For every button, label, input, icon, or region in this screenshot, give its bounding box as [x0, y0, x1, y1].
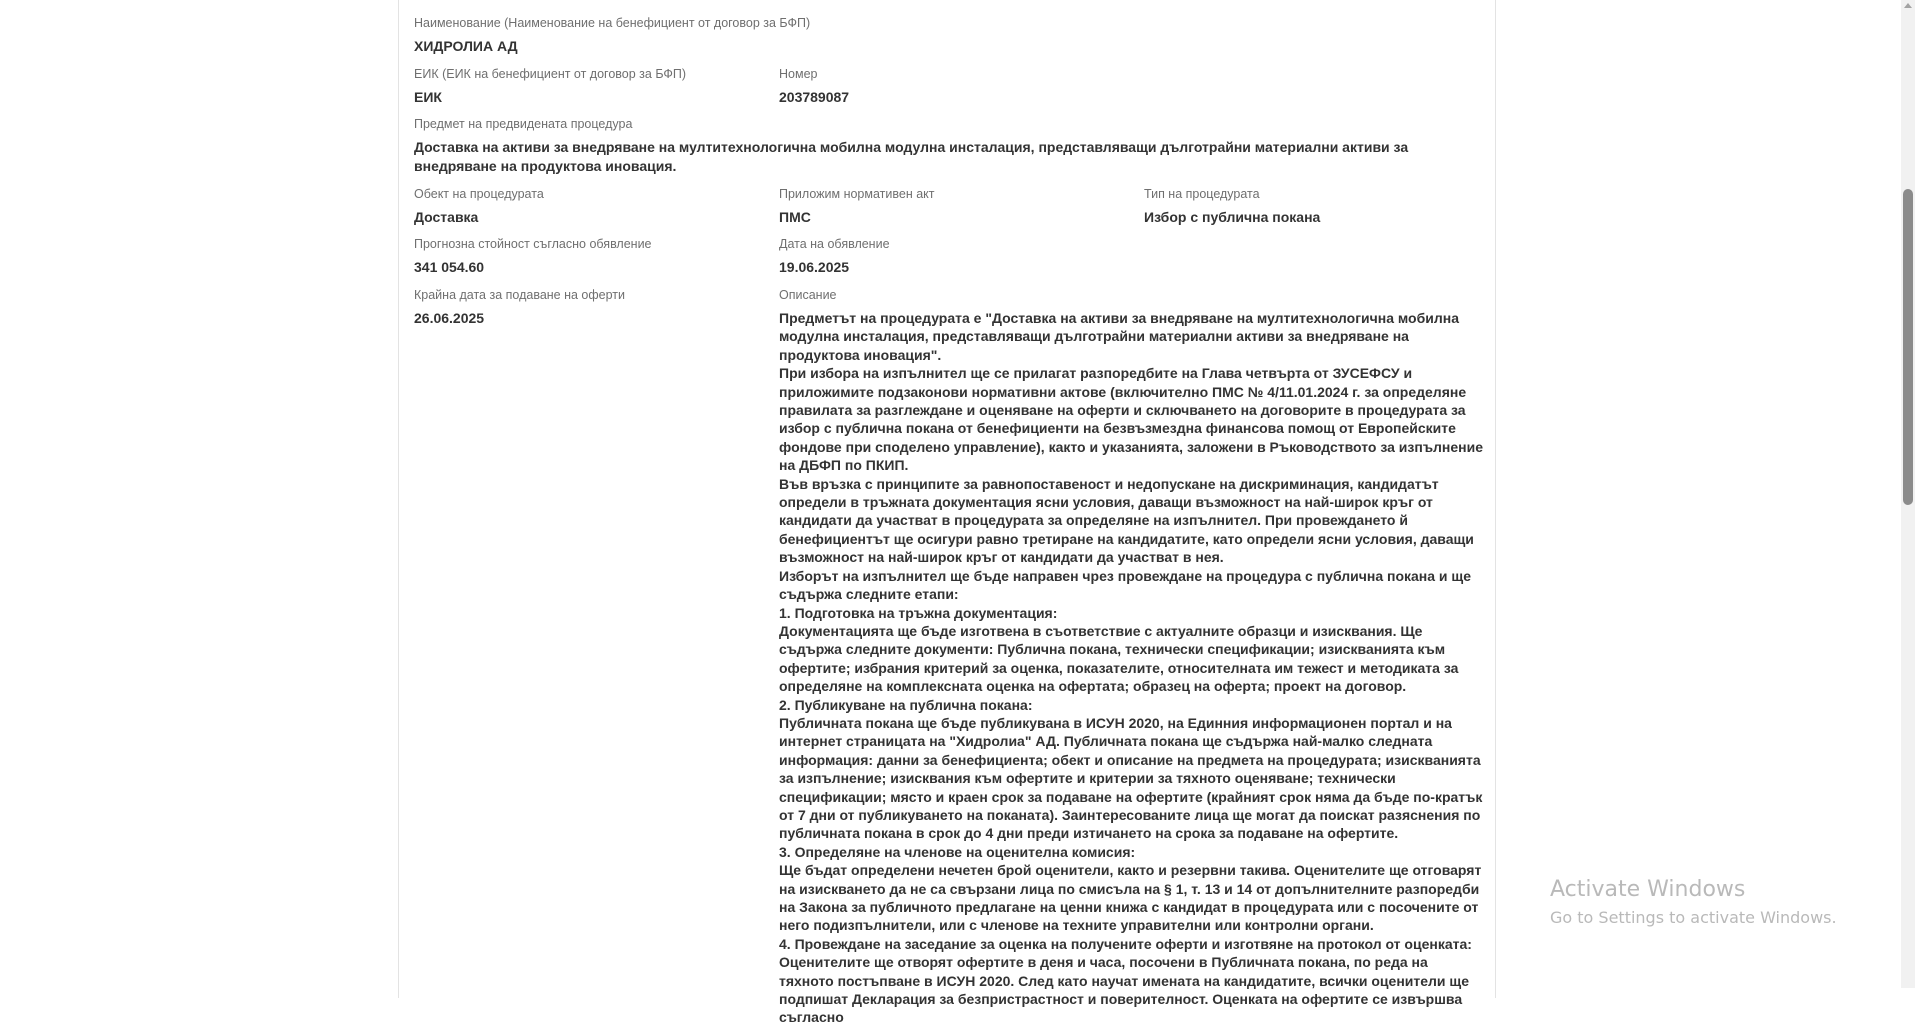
procedure-details-card [398, 0, 1496, 1026]
description-paragraph: Изборът на изпълнител ще бъде направен чрез провеждане на процедура с публична покана и ще съдържа следните етапи: [779, 567, 1472, 603]
description-paragraph: Документацията ще бъде изготвена в съответствие с актуалните образци и изисквания. Ще съдържа следните документи: Публична покана, технически спецификации; изискванията към офертите; избрания критерий за оценка, показателите, относителната им тежест и методиката за определяне на комплексната оценка на офертата; образец на оферта; проект на договор. [779, 622, 1459, 695]
eik-label: ЕИК (ЕИК на бенефициент от договор за БФП) [414, 67, 687, 81]
announcement-date-label: Дата на обявление [779, 237, 890, 251]
procedure-type-value: Избор с публична покана [1144, 209, 1321, 225]
beneficiary-name-value: ХИДРОЛИА АД [414, 38, 518, 54]
number-field [779, 66, 849, 107]
eik-field [414, 66, 686, 107]
description-paragraph: Предметът на процедурата е "Доставка на активи за внедряване на мултитехнологична мобилна модулна инсталация, представляващи дълготрайни материални активи за внедряване на продуктова иновация". [779, 310, 1459, 363]
subject-value: Доставка на активи за внедряване на мултитехнологична мобилна модулна инсталация, представляващи дълготрайни материални активи за внедряване на продуктова иновация. [414, 139, 1409, 174]
deadline-field [414, 287, 625, 328]
eik-value: ЕИК [414, 89, 442, 105]
estimated-value-value: 341 054.60 [414, 259, 485, 275]
scroll-up-arrow-icon[interactable] [1904, 3, 1912, 8]
subject-field [414, 116, 1484, 176]
description-paragraph: Във връзка с принципите за равнопоставеност и недопускане на дискриминация, кандидатът определи в тръжната документация ясни условия, даващи възможност на най-широк кръг от кандидати да участват в процедурата за определяне на изпълнител. При провеждането й бенефициентът ще осигури равно третиране на кандидатите, като определи ясни условия, даващи възможност на най-широк кръг от кандидати да участват в нея. [779, 475, 1474, 566]
windows-activation-watermark [1550, 876, 1837, 929]
watermark-subtitle: Go to Settings to activate Windows. [1550, 908, 1837, 927]
vertical-scrollbar[interactable] [1901, 0, 1915, 988]
procedure-type-label: Тип на процедурата [1144, 187, 1260, 201]
estimated-value-field [414, 236, 652, 277]
beneficiary-name-field [414, 15, 810, 56]
number-value: 203789087 [779, 89, 850, 105]
legal-act-value: ПМС [779, 209, 811, 225]
object-value: Доставка [414, 209, 479, 225]
announcement-date-value: 19.06.2025 [779, 259, 850, 275]
scrollbar-thumb[interactable] [1903, 189, 1913, 505]
number-label: Номер [779, 67, 818, 81]
description-label: Описание [779, 288, 837, 302]
subject-label: Предмет на предвидената процедура [414, 117, 633, 131]
description-paragraph: При избора на изпълнител ще се прилагат разпоредбите на Глава четвърта от ЗУСЕФСУ и приложимите подзаконови нормативни актове (включително ПМС № 4/11.01.2024 г. за определяне правилата за разглеждане и оценяване на оферти и сключването на договорите в процедурата за избор с публична покана от бенефициенти на безвъзмездна финансова помощ от Европейските фондове при споделено управление), както и указанията, заложени в Ръководството за изпълнение на ДБФП по ПКИП. [779, 365, 1484, 474]
object-label: Обект на процедурата [414, 187, 544, 201]
description-paragraph: 1. Подготовка на тръжна документация: [779, 604, 1058, 621]
description-field [779, 287, 1484, 1027]
description-paragraph: Оценителите ще отворят офертите в деня и часа, посочени в Публичната покана, по реда на тяхното постъпване в ИСУН 2020. След като научат имената на кандидатите, всички оценители ще подпишат Декларация за безпристрастност и поверителност. Оценката на офертите се извършва съгласно [779, 954, 1470, 1026]
procedure-type-field [1144, 186, 1320, 227]
object-field [414, 186, 544, 227]
description-paragraph: Публичната покана ще бъде публикувана в ИСУН 2020, на Единния информационен портал и на интернет страницата на "Хидролиа" АД. Публичната покана ще съдържа най-малко следната информация: данни за бенефициента; обект и описание на предмета на процедурата; изискванията за изпълнение; изисквания към офертите и критерии за тяхното оценяване; технически спецификации; място и краен срок за подаване на офертите (крайният срок няма да бъде по-кратък от 7 дни от публикуването на поканата). Заинтересованите лица ще могат да поискат разяснения по публичната покана в срок до 4 дни преди изтичането на срока за подаване на офертите. [779, 714, 1483, 842]
estimated-value-label: Прогнозна стойност съгласно обявление [414, 237, 652, 251]
description-paragraph: Ще бъдат определени нечетен брой оценители, както и резервни такива. Оценителите ще отговарят на изискването да не са свързани лица по смисъла на § 1, т. 13 и 14 от допълнителните разпоредби на Закона за публичното предлагане на ценни книжа с кандидат в процедурата или с посочените от него подизпълнители, или с членове на техните управителни или контролни органи. [779, 862, 1482, 934]
deadline-label: Крайна дата за подаване на оферти [414, 288, 626, 302]
beneficiary-name-label: Наименование (Наименование на бенефициент от договор за БФП) [414, 16, 811, 30]
description-paragraph: 2. Публикуване на публична покана: [779, 696, 1033, 713]
legal-act-field [779, 186, 934, 227]
watermark-title: Activate Windows [1550, 877, 1746, 902]
description-paragraph: 3. Определяне на членове на оценителна комисия: [779, 843, 1136, 860]
description-text [779, 309, 1484, 1027]
announcement-date-field [779, 236, 890, 277]
legal-act-label: Приложим нормативен акт [779, 187, 935, 201]
description-paragraph: 4. Провеждане на заседание за оценка на получените оферти и изготвяне на протокол от оценката: [779, 935, 1472, 952]
deadline-value: 26.06.2025 [414, 310, 485, 326]
